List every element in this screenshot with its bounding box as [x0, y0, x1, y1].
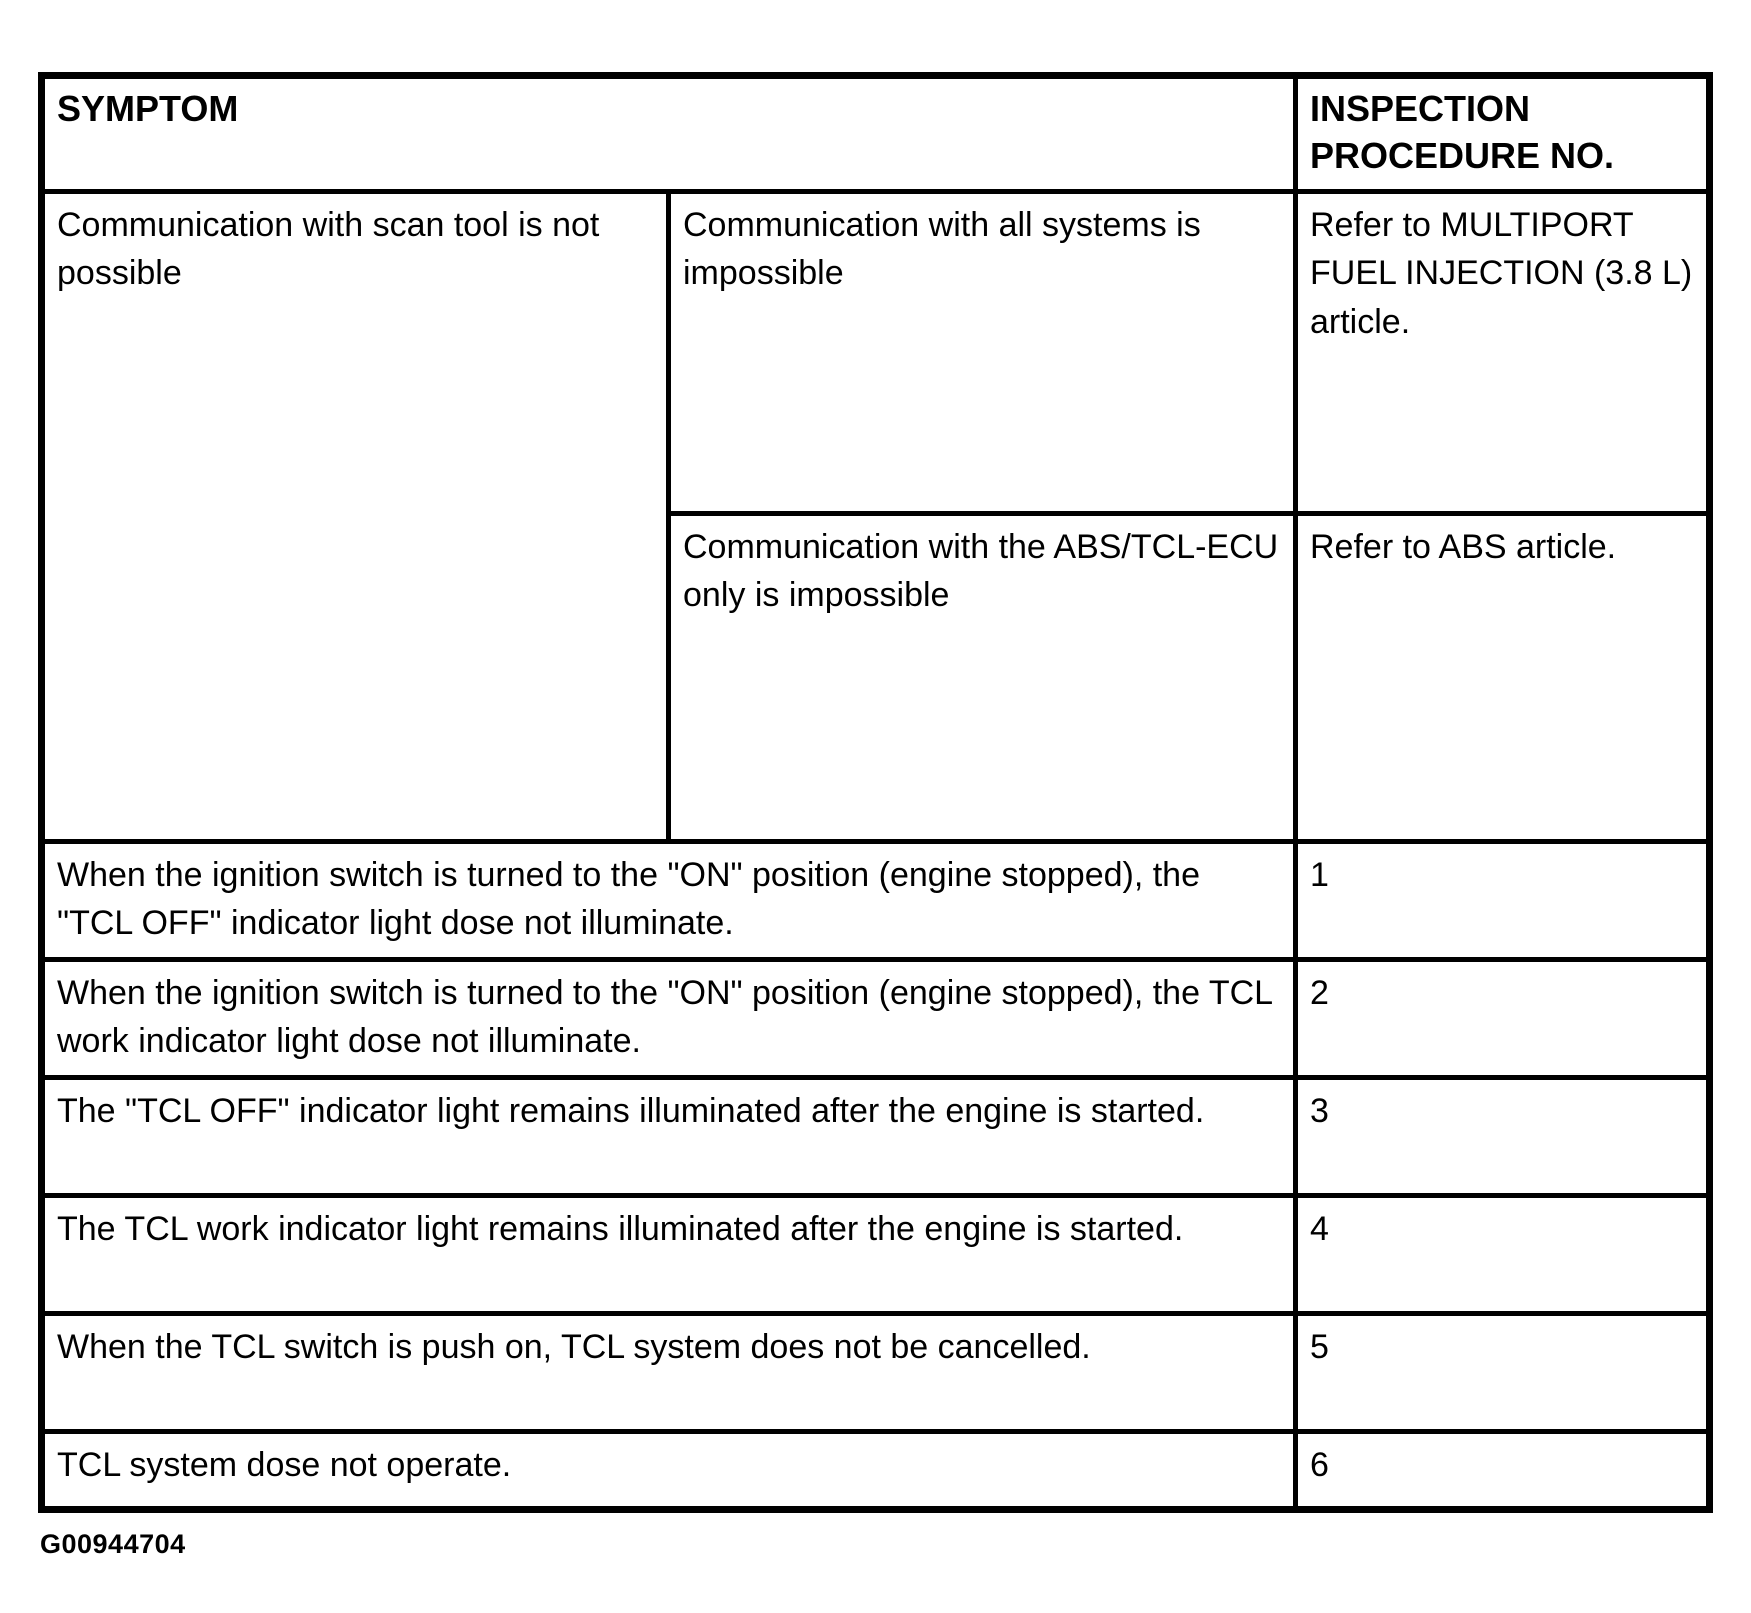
inspection-number: 6 — [1296, 1432, 1710, 1510]
inspection-number: 5 — [1296, 1314, 1710, 1432]
symptom-text: The TCL work indicator light remains illuminated after the engine is started. — [42, 1196, 1296, 1314]
symptom-scan-tool-group: Communication with scan tool is not possible — [42, 192, 669, 842]
table-row-3 — [42, 1078, 1710, 1196]
table-row-scan-tool-all-systems — [42, 192, 1710, 514]
symptom-text: The "TCL OFF" indicator light remains illuminated after the engine is started. — [42, 1078, 1296, 1196]
inspection-number: 2 — [1296, 960, 1710, 1078]
symptom-abs-tcl-ecu: Communication with the ABS/TCL-ECU only is impossible — [669, 514, 1296, 842]
inspection-number: 1 — [1296, 842, 1710, 960]
figure-id-label: G00944704 — [40, 1529, 186, 1559]
inspection-all-systems: Refer to MULTIPORT FUEL INJECTION (3.8 L) article. — [1296, 192, 1710, 514]
table-row-6 — [42, 1432, 1710, 1510]
symptom-all-systems: Communication with all systems is impossible — [669, 192, 1296, 514]
inspection-number: 4 — [1296, 1196, 1710, 1314]
table-row-2 — [42, 960, 1710, 1078]
symptom-text: TCL system dose not operate. — [42, 1432, 1296, 1510]
table-row-4 — [42, 1196, 1710, 1314]
symptom-text: When the ignition switch is turned to the "ON" position (engine stopped), the TCL work indicator light dose not illuminate. — [42, 960, 1296, 1078]
inspection-abs-tcl-ecu: Refer to ABS article. — [1296, 514, 1710, 842]
header-inspection-procedure-no: INSPECTION PROCEDURE NO. — [1296, 76, 1710, 192]
table-row-1 — [42, 842, 1710, 960]
table-row-5 — [42, 1314, 1710, 1432]
header-symptom: SYMPTOM — [42, 76, 1296, 192]
document-page — [38, 72, 1713, 1560]
table-header-row — [42, 76, 1710, 192]
inspection-number: 3 — [1296, 1078, 1710, 1196]
symptom-text: When the ignition switch is turned to the "ON" position (engine stopped), the "TCL OFF" indicator light dose not illuminate. — [42, 842, 1296, 960]
symptom-inspection-table — [38, 72, 1713, 1513]
symptom-text: When the TCL switch is push on, TCL system does not be cancelled. — [42, 1314, 1296, 1432]
